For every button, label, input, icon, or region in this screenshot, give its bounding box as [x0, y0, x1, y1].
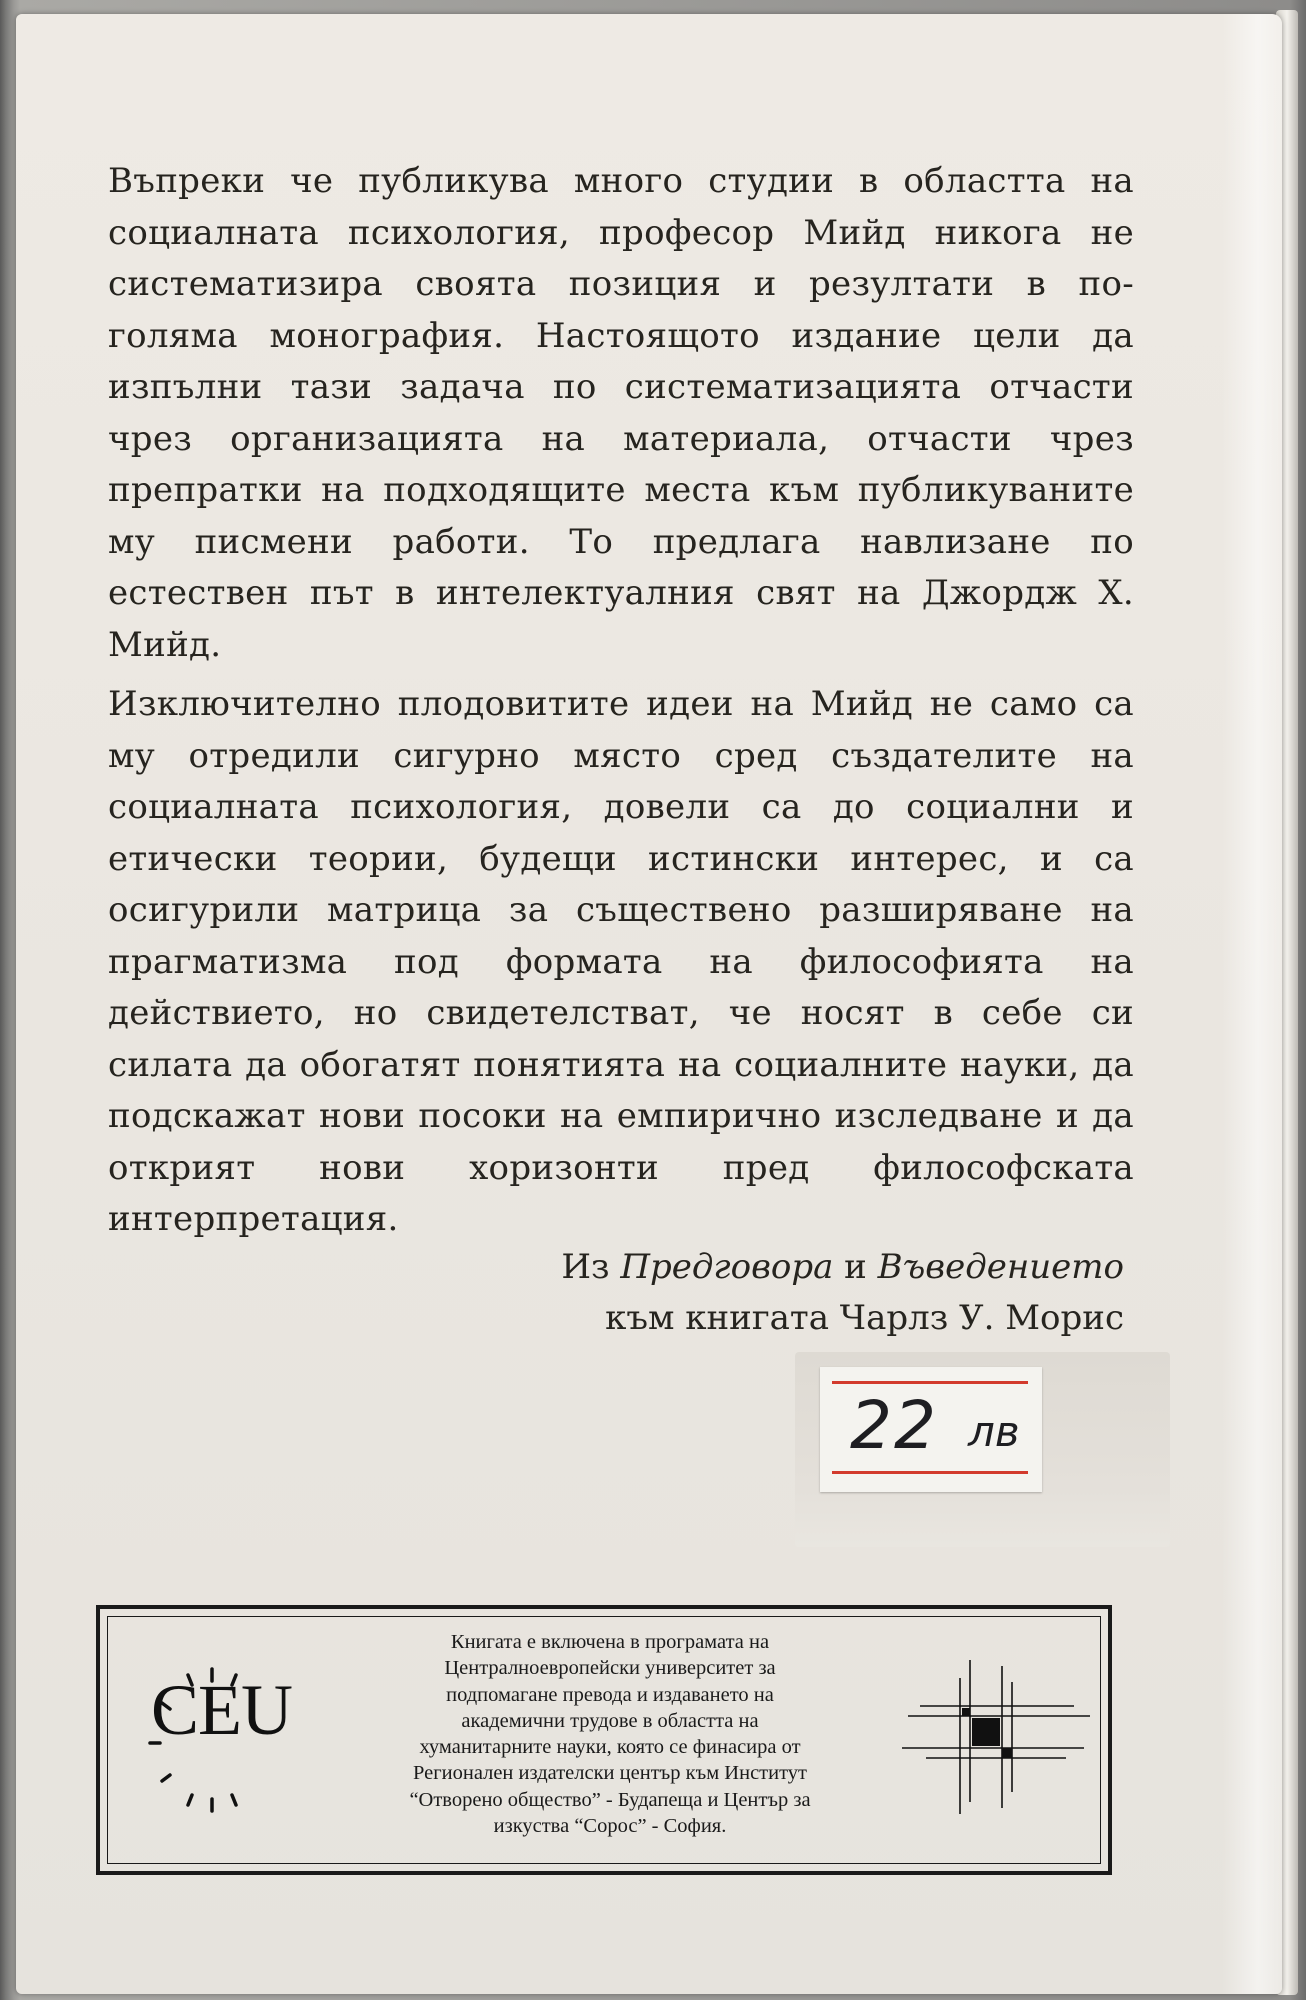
- info-line: академични трудове в областта на: [461, 1709, 759, 1732]
- publisher-info-box: [96, 1605, 1112, 1875]
- publisher-info-text: [370, 1629, 850, 1839]
- description-paragraph-2: Изключително плодовитите идеи на Мийд не само са му отредили сигурно място сред създателите на социалната психология, довели са до социални и етически теории, будещи истински интерес, и са осигурили матрица за съществено разширяване на прагматизма под формата на философията на действието, но свидетелстват, че носят в себе си силата да обогатят понятията на социалните науки, да подскажат нови посоки на емпирично изследване и да открият нови хоризонти пред философската интерпретация.: [108, 684, 1134, 1239]
- price-bottom-line: [832, 1471, 1028, 1474]
- info-line: Централноевропейски университет за: [444, 1657, 776, 1680]
- info-line: Книгата е включена в програмата на: [450, 1631, 770, 1653]
- attribution-line-2: към книгата Чарлз У. Морис: [605, 1298, 1124, 1338]
- info-line: подпомагане превода и издаването на: [446, 1683, 774, 1706]
- description-paragraph-1: Въпреки че публикува много студии в областта на социалната психология, професор Мийд никога не систематизира своята позиция и резултати в по-голяма монография. Настоящото издание цели да изпълни тази задача по систематизацията отчасти чрез организацията на материала, отчасти чрез препратки на подходящите места към публикуваните му писмени работи. То предлага навлизане по естествен път в интелектуалния свят на Джордж Х. Мийд.: [108, 161, 1134, 665]
- grid-emblem-icon: [898, 1652, 1098, 1822]
- attribution-prefix: Из: [561, 1247, 621, 1287]
- price-currency: лв: [968, 1407, 1020, 1456]
- source-attribution: [561, 1242, 1124, 1344]
- info-line: изкуства “Сорос” - София.: [493, 1815, 727, 1838]
- info-line: Регионален издателски център към Институт: [412, 1762, 807, 1785]
- attribution-line-1: [561, 1242, 1124, 1293]
- info-line: “Отворено общество” - Будапеща и Център за: [409, 1788, 811, 1811]
- publisher-info-inner-frame: [107, 1616, 1101, 1864]
- ceu-logo-text: CEU: [151, 1670, 292, 1750]
- info-line: хуманитарните науки, която се финасира от: [419, 1736, 801, 1759]
- attribution-foreword: Предговора: [620, 1247, 834, 1287]
- back-cover: [16, 14, 1282, 1994]
- price-sticker: [820, 1367, 1042, 1492]
- attribution-introduction: Въведението: [877, 1247, 1124, 1287]
- price-amount: 22: [850, 1387, 938, 1464]
- price-top-line: [832, 1381, 1028, 1384]
- attribution-conjunction: и: [833, 1247, 878, 1287]
